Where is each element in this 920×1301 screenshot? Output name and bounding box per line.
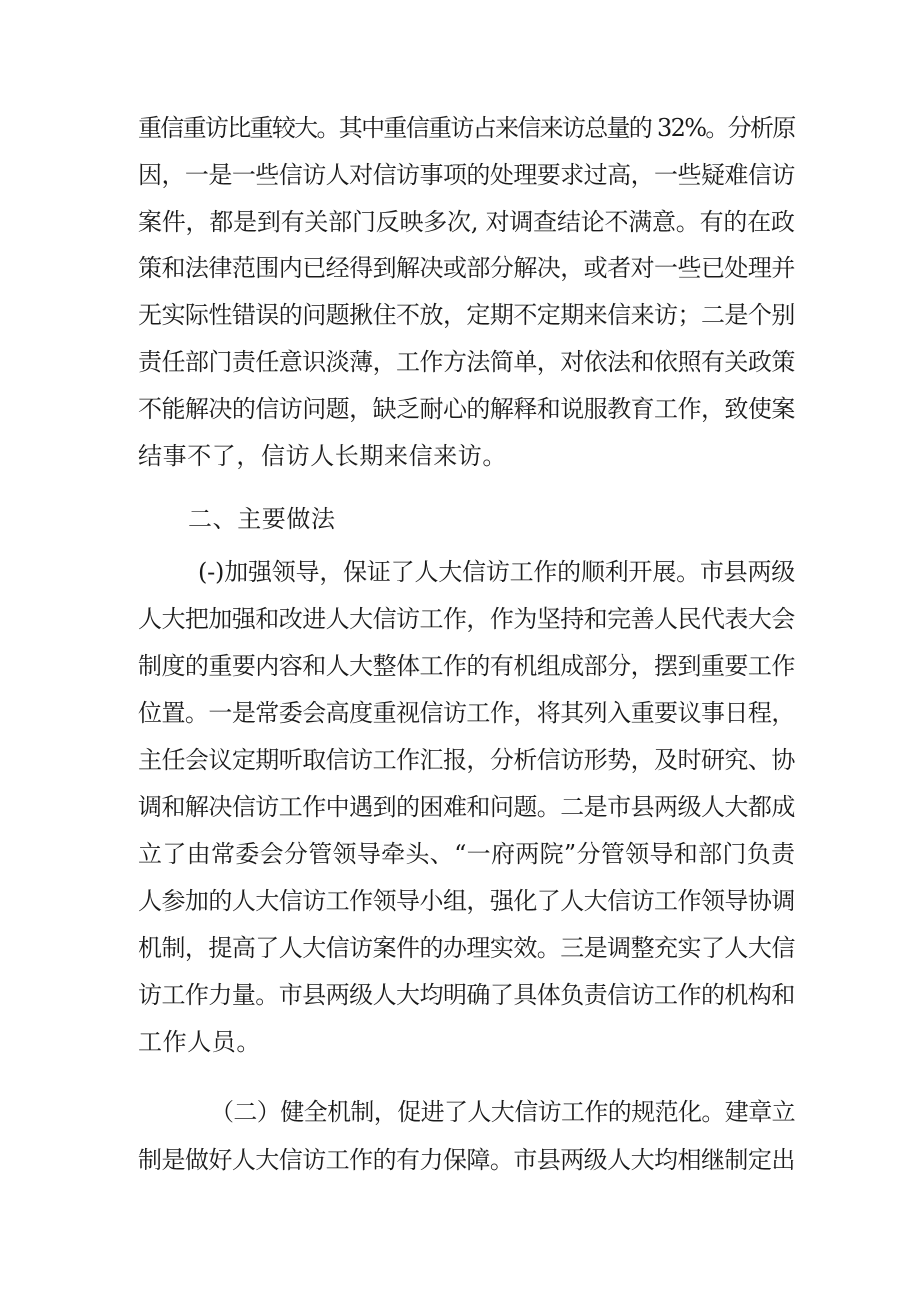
text-line: 制是做好人大信访工作的有力保障。市县两级人大均相继制定出 — [138, 1146, 795, 1174]
text-line: 机制，提高了人大信访案件的办理实效。三是调整充实了人大信 — [138, 934, 795, 962]
text-line: 立了由常委会分管领导牵头、“一府两院”分管领导和部门负责 — [138, 840, 796, 868]
text-line: 主任会议定期听取信访工作汇报，分析信访形势，及时研究、协 — [138, 746, 795, 774]
text-line: （二）健全机制，促进了人大信访工作的规范化。建章立 — [210, 1098, 795, 1126]
text-line: 调和解决信访工作中遇到的困难和问题。二是市县两级人大都成 — [138, 793, 795, 821]
text-line: 无实际性错误的问题揪住不放，定期不定期来信来访；二是个别 — [138, 301, 795, 329]
text-line: 不能解决的信访问题，缺乏耐心的解释和说服教育工作，致使案 — [138, 395, 795, 423]
text-line: (-)加强领导，保证了人大信访工作的顺利开展。市县两级 — [198, 558, 796, 586]
text-line: 工作人员。 — [138, 1028, 261, 1056]
text-line: 重信重访比重较大。其中重信重访占来信来访总量的 32%。分析原 — [138, 114, 795, 142]
text-line: 访工作力量。市县两级人大均明确了具体负责信访工作的机构和 — [138, 981, 795, 1009]
text-line: 人大把加强和改进人大信访工作，作为坚持和完善人民代表大会 — [138, 605, 795, 633]
text-line: 制度的重要内容和人大整体工作的有机组成部分，摆到重要工作 — [138, 652, 795, 680]
section-heading: 二、主要做法 — [188, 505, 336, 533]
text-line: 因，一是一些信访人对信访事项的处理要求过高，一些疑难信访 — [138, 161, 795, 189]
text-line: 结事不了，信访人长期来信来访。 — [138, 442, 507, 470]
text-line: 策和法律范围内已经得到解决或部分解决，或者对一些已处理并 — [138, 254, 795, 282]
text-line: 位置。一是常委会高度重视信访工作，将其列入重要议事日程， — [138, 699, 795, 727]
text-line: 案件，都是到有关部门反映多次, 对调查结论不满意。有的在政 — [138, 208, 795, 236]
text-line: 人参加的人大信访工作领导小组，强化了人大信访工作领导协调 — [138, 887, 795, 915]
text-line: 责任部门责任意识淡薄，工作方法简单，对依法和依照有关政策 — [138, 348, 795, 376]
